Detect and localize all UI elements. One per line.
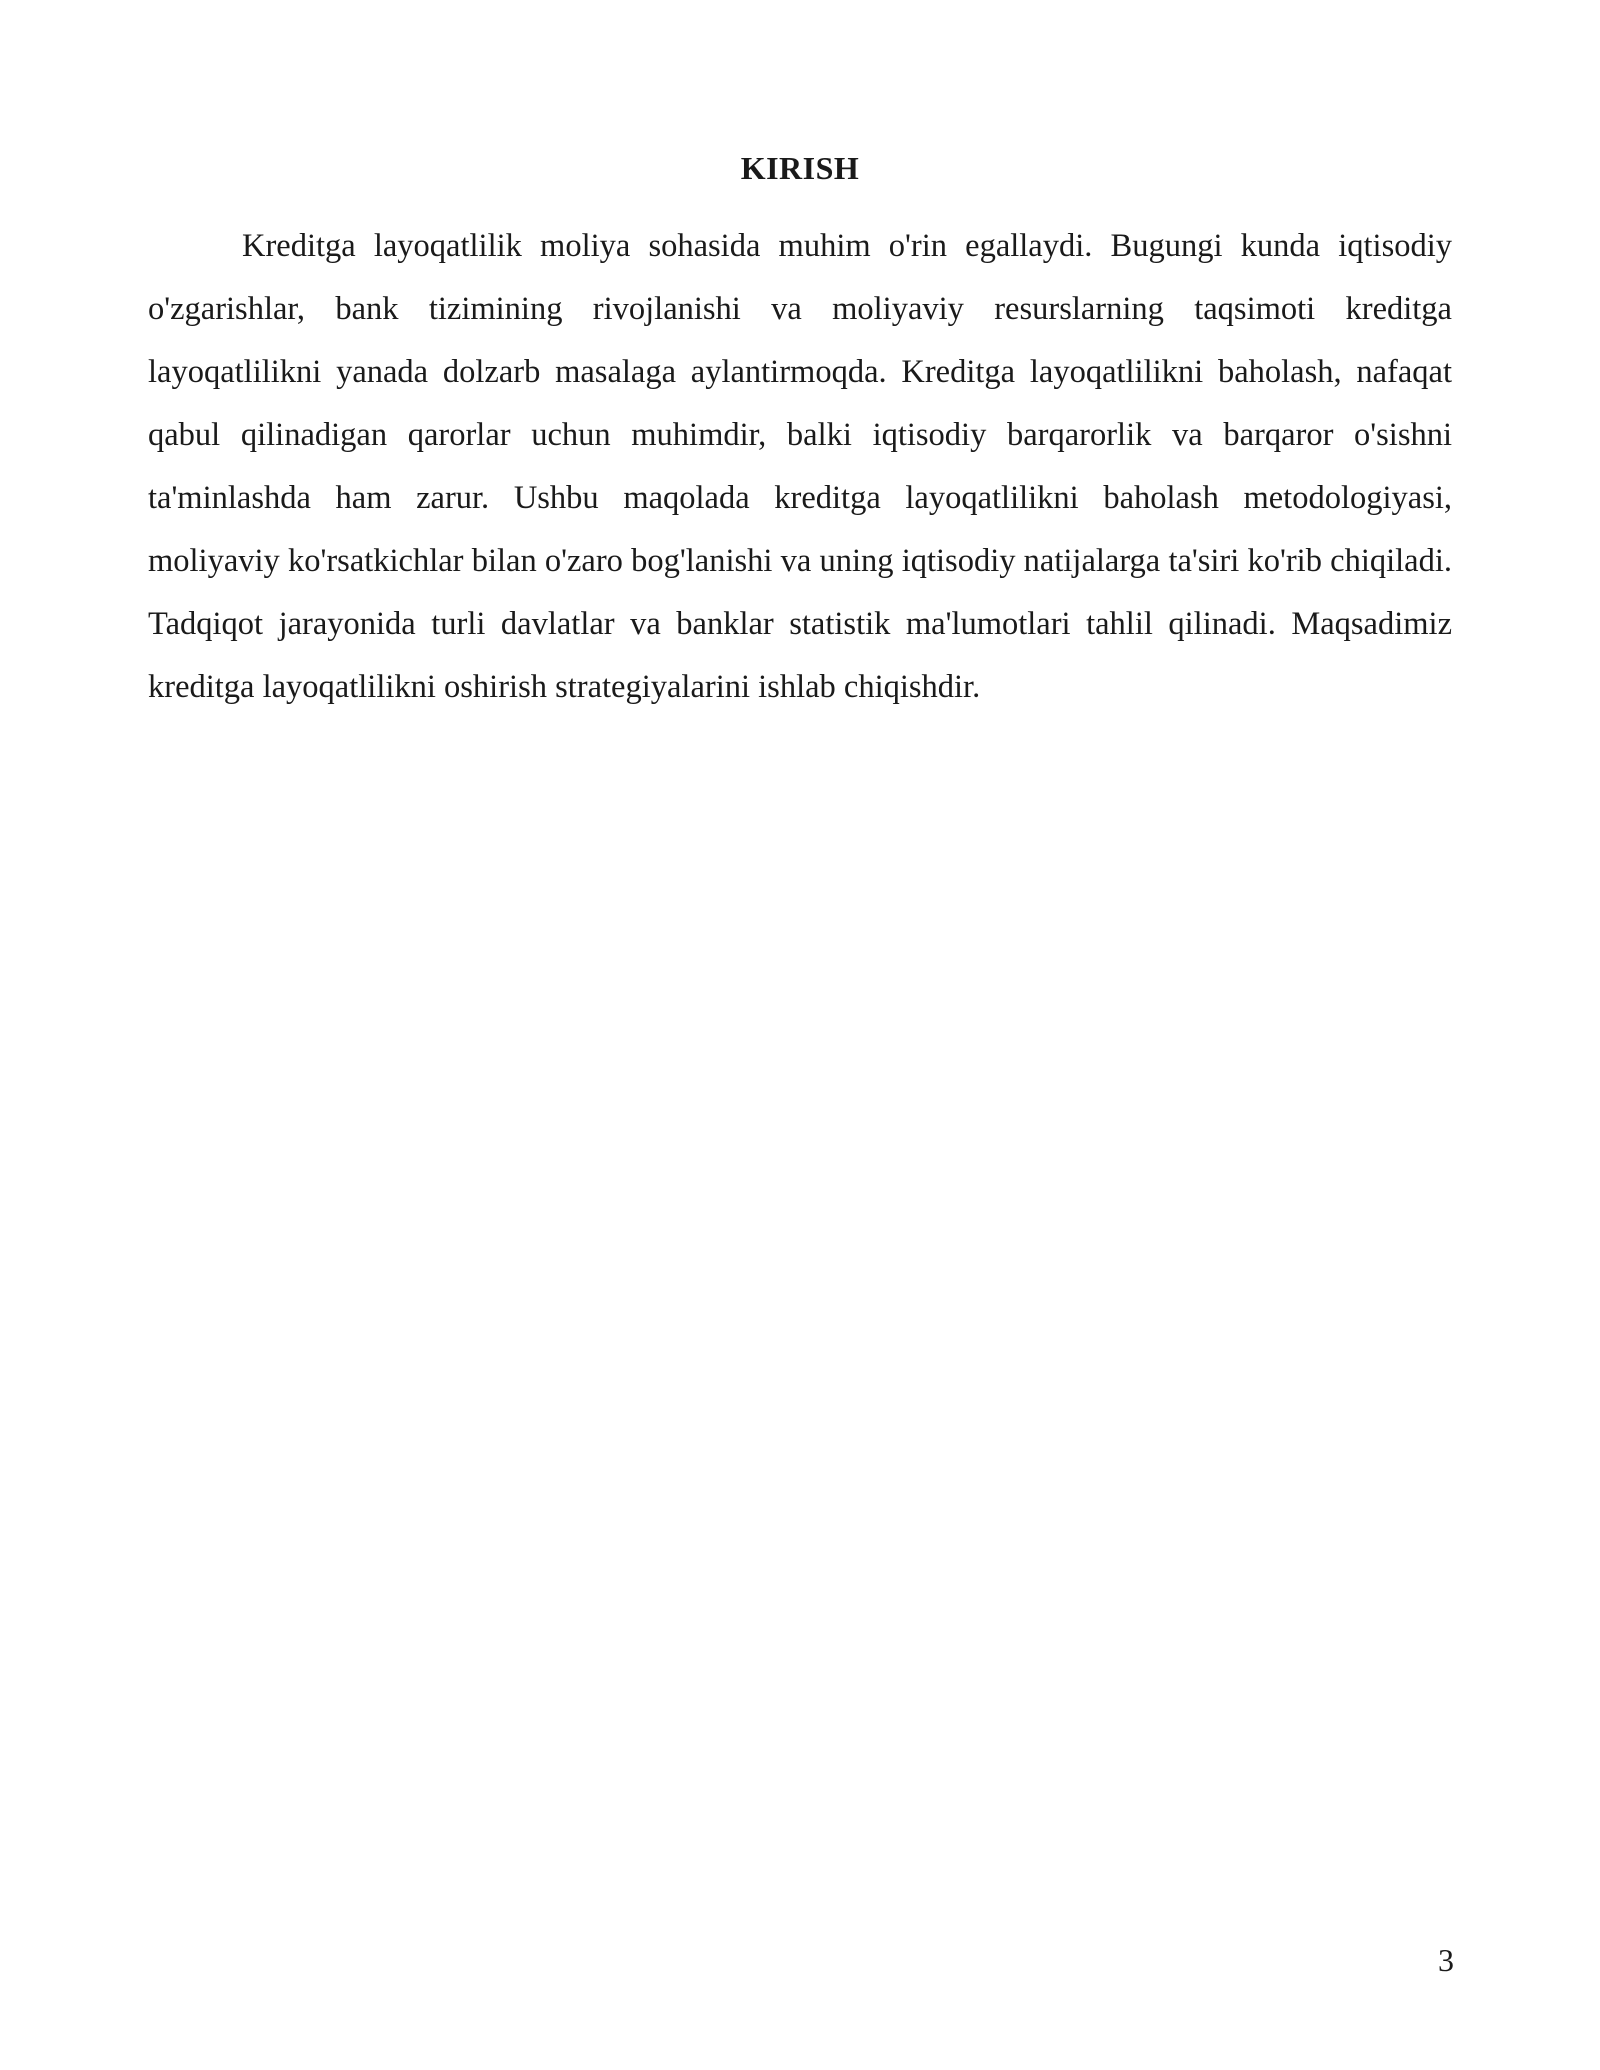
page-number: 3 xyxy=(1438,1942,1454,1978)
section-heading: KIRISH xyxy=(740,150,860,186)
intro-paragraph: Kreditga layoqatlilik moliya sohasida muhim o'rin egallaydi. Bugungi kunda iqtisodiy o'zgarishlar, bank tizimining rivojlanishi va moliyaviy resurslarning taqsimoti kreditga layoqatlilikni yanada dolzarb masalaga aylantirmoqda. Kreditga layoqatlilikni baholash, nafaqat qabul qilinadigan qarorlar uchun muhimdir, balki iqtisodiy barqarorlik va barqaror o'sishni ta'minlashda ham zarur. Ushbu maqolada kreditga layoqatlilikni baholash metodologiyasi, moliyaviy ko'rsatkichlar bilan o'zaro bog'lanishi va uning iqtisodiy natijalarga ta'siri ko'rib chiqiladi. Tadqiqot jarayonida turli davlatlar va banklar statistik ma'lumotlari tahlil qilinadi. Maqsadimiz kreditga layoqatlilikni oshirish strategiyalarini ishlab chiqishdir. xyxy=(148,228,1452,705)
